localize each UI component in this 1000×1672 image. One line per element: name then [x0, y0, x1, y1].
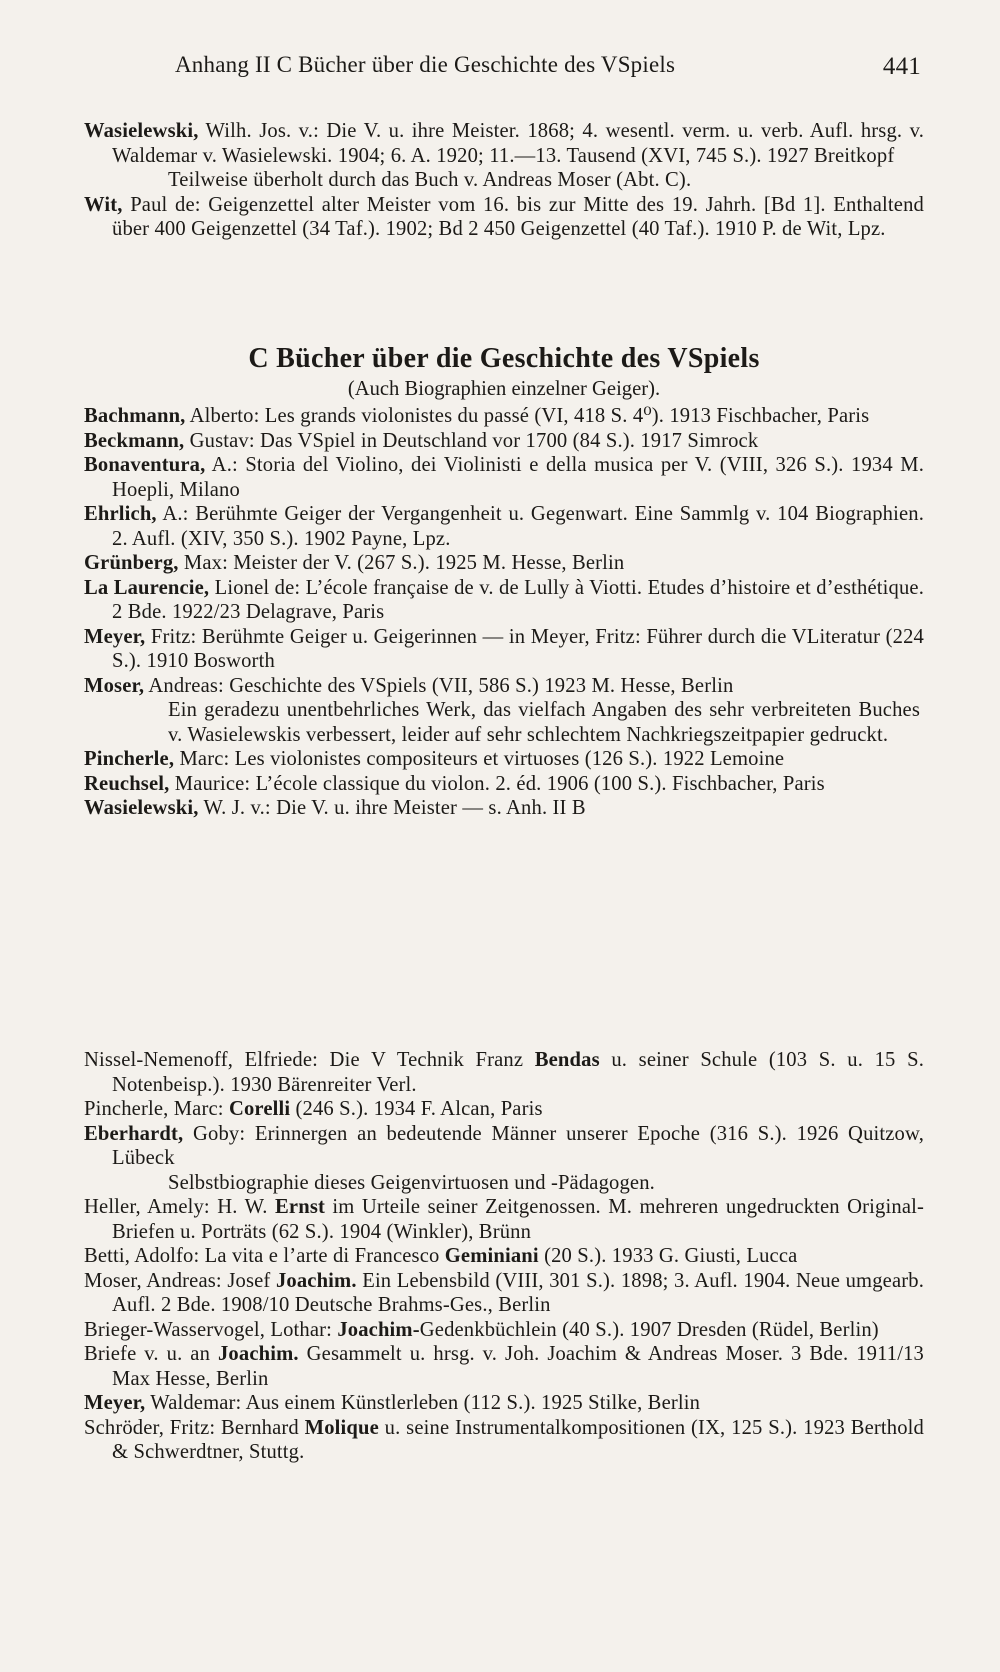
entry-subject: Ernst [275, 1196, 325, 1218]
entry [84, 747, 924, 772]
entry-subject: Molique [304, 1416, 379, 1439]
entry-text: A.: Berühmte Geiger der Vergangenheit u. Gegenwart. Eine Sammlg v. 104 Biographien. 2. Aufl. (XIV, 350 S.). 1902 Payne, Lpz. [112, 503, 924, 550]
entry [84, 772, 924, 797]
entry-subject: Bendas [534, 1049, 600, 1071]
entry-text: Gesammelt u. hrsg. v. Joh. Joachim & Andreas Moser. 3 Bde. 1911/13 Max Hesse, Berlin [112, 1343, 924, 1390]
entry [84, 1269, 924, 1318]
page-number: 441 [882, 53, 921, 80]
entry-text: Gedenkbüchlein (40 S.). 1907 Dresden (Rüdel, Berlin) [419, 1318, 879, 1341]
entry-author: Reuchsel, [84, 772, 170, 795]
entry [84, 193, 924, 242]
entry-text: Gustav: Das VSpiel in Deutschland vor 1700 (84 S.). 1917 Simrock [184, 429, 759, 452]
entry-subject: Corelli [228, 1098, 291, 1120]
entry-author: Bonaventura, [84, 454, 206, 476]
entry [84, 1244, 924, 1269]
entry [84, 502, 924, 551]
entry-text: Maurice: L’école classique du violon. 2. éd. 1906 (100 S.). Fischbacher, Paris [169, 772, 825, 795]
entry-text: (246 S.). 1934 F. Alcan, Paris [290, 1098, 543, 1120]
entry [84, 1318, 924, 1343]
entry-text: Waldemar: Aus einem Künstlerleben (112 S.). 1925 Stilke, Berlin [145, 1392, 701, 1414]
entry-subject: Joachim. [217, 1343, 299, 1365]
entry-author: Wasielewski, [84, 120, 199, 142]
entry-author: Bachmann, [84, 405, 186, 427]
entry-author: Wit, [84, 193, 123, 216]
entry-text: Wilh. Jos. v.: Die V. u. ihre Meister. 1868; 4. wesentl. verm. u. verb. Aufl. hrsg. v. Waldemar v. Wasielewski. 1904; 6. A. 1920; 11.—13. Tausend (XVI, 745 S.). 1927 Breitkopf [112, 120, 924, 167]
entry-author: Meyer, [84, 625, 146, 648]
section-title: C Bücher über die Geschichte des VSpiels [248, 343, 760, 374]
entry-author: Wasielewski, [84, 797, 199, 819]
entry [84, 551, 924, 576]
entry [84, 453, 924, 502]
entry [84, 796, 924, 821]
entry-subject: Joachim- [337, 1318, 420, 1341]
entry-text: Paul de: Geigenzettel alter Meister vom 16. bis zur Mitte des 19. Jahrh. [Bd 1]. Enthaltend über 400 Geigenzettel (34 Taf.). 1902; Bd 2 450 Geigenzettel (40 Taf.). 1910 P. de Wit, Lpz. [112, 193, 924, 240]
entry-text: Fritz: Berühmte Geiger u. Geigerinnen — in Meyer, Fritz: Führer durch die VLiteratur (224 S.). 1910 Bosworth [112, 625, 924, 672]
entry-text: Pincherle, Marc: [84, 1098, 229, 1120]
section-c [84, 342, 924, 821]
entry [84, 1097, 924, 1122]
entry-text: A.: Storia del Violino, dei Violinisti e della musica per V. (VIII, 326 S.). 1934 M. Hoepli, Milano [112, 454, 924, 501]
entry [84, 404, 924, 429]
entry-text: Marc: Les violonistes compositeurs et virtuoses (126 S.). 1922 Lemoine [174, 748, 785, 770]
entry-author: Moser, [84, 674, 145, 697]
entry-text: Nissel-Nemenoff, Elfriede: Die V Technik Franz [84, 1049, 535, 1071]
entry [84, 1122, 924, 1171]
entry-text: W. J. v.: Die V. u. ihre Meister — s. Anh. II B [198, 797, 586, 819]
entry [84, 1048, 924, 1097]
entry-text: Andreas: Geschichte des VSpiels (VII, 586 S.) 1923 M. Hesse, Berlin [144, 674, 734, 697]
entry-subject: Geminiani [444, 1245, 539, 1267]
entry-text: Moser, Andreas: Josef [84, 1269, 276, 1292]
entry-note: Teilweise überholt durch das Buch v. Andreas Moser (Abt. C). [168, 169, 692, 191]
entry-text: (20 S.). 1933 G. Giusti, Lucca [538, 1245, 798, 1267]
entry-author: Grünberg, [84, 552, 179, 574]
entry-text: Betti, Adolfo: La vita e l’arte di Francesco [84, 1245, 445, 1267]
biography-entries [84, 1048, 924, 1465]
entry-author: La Laurencie, [84, 576, 210, 599]
entry [84, 674, 924, 699]
running-header [175, 52, 925, 78]
entry-author: Beckmann, [84, 429, 185, 452]
section-subtitle: (Auch Biographien einzelner Geiger). [347, 378, 661, 400]
entry [84, 625, 924, 674]
entry-note: Selbstbiographie dieses Geigenvirtuosen und -Pädagogen. [168, 1171, 655, 1194]
entry-text: Brieger-Wasservogel, Lothar: [84, 1318, 338, 1341]
entry-text: Max: Meister der V. (267 S.). 1925 M. Hesse, Berlin [178, 552, 625, 574]
entry-text: u. seine Instrumentalkompositionen (IX, 125 S.). 1923 Berthold & Schwerdtner, Stuttg. [112, 1416, 925, 1463]
entry-text: Ein Lebensbild (VIII, 301 S.). 1898; 3. Aufl. 1904. Neue umgearb. Aufl. 2 Bde. 1908/10 Deutsche Brahms-Ges., Berlin [112, 1269, 925, 1316]
entry [84, 576, 924, 625]
entry [84, 1342, 924, 1391]
entry-text: im Urteile seiner Zeitgenossen. M. mehreren ungedruckten Original-Briefen u. Porträts (62 S.). 1904 (Winkler), Brünn [112, 1196, 924, 1243]
entry-text: Schröder, Fritz: Bernhard [84, 1416, 305, 1439]
entry-text: u. seiner Schule (103 S. u. 15 S. Notenbeisp.). 1930 Bärenreiter Verl. [112, 1049, 924, 1096]
entry [84, 1391, 924, 1416]
entry-text: Heller, Amely: H. W. [84, 1196, 276, 1218]
entry-subject: Eberhardt, [84, 1122, 184, 1145]
entry [84, 1195, 924, 1244]
running-title: Anhang II C Bücher über die Geschichte des VSpiels [175, 52, 676, 77]
entry-subject: Joachim. [275, 1269, 357, 1292]
top-entries [84, 119, 924, 242]
entry-text: Briefe v. u. an [84, 1343, 218, 1365]
entry-author: Pincherle, [84, 748, 175, 770]
entry-text: Goby: Erinnergen an bedeutende Männer unserer Epoche (316 S.). 1926 Quitzow, Lübeck [112, 1122, 924, 1169]
entry-text: Lionel de: L’école française de v. de Lully à Viotti. Etudes d’histoire et d’esthétique. 2 Bde. 1922/23 Delagrave, Paris [112, 576, 924, 623]
entry [84, 429, 924, 454]
entry-note: Ein geradezu unentbehrliches Werk, das vielfach Angaben des sehr verbreiteten Buches v. Wasielewskis verbessert, leider auf sehr schlechtem Nachkriegszeitpapier gedruckt. [168, 699, 920, 746]
entry [84, 119, 924, 168]
entry-author: Ehrlich, [84, 503, 157, 525]
entry-text: Alberto: Les grands violonistes du passé (VI, 418 S. 4⁰). 1913 Fischbacher, Paris [185, 405, 870, 427]
entry-subject: Meyer, [84, 1392, 146, 1414]
entry [84, 1416, 924, 1465]
